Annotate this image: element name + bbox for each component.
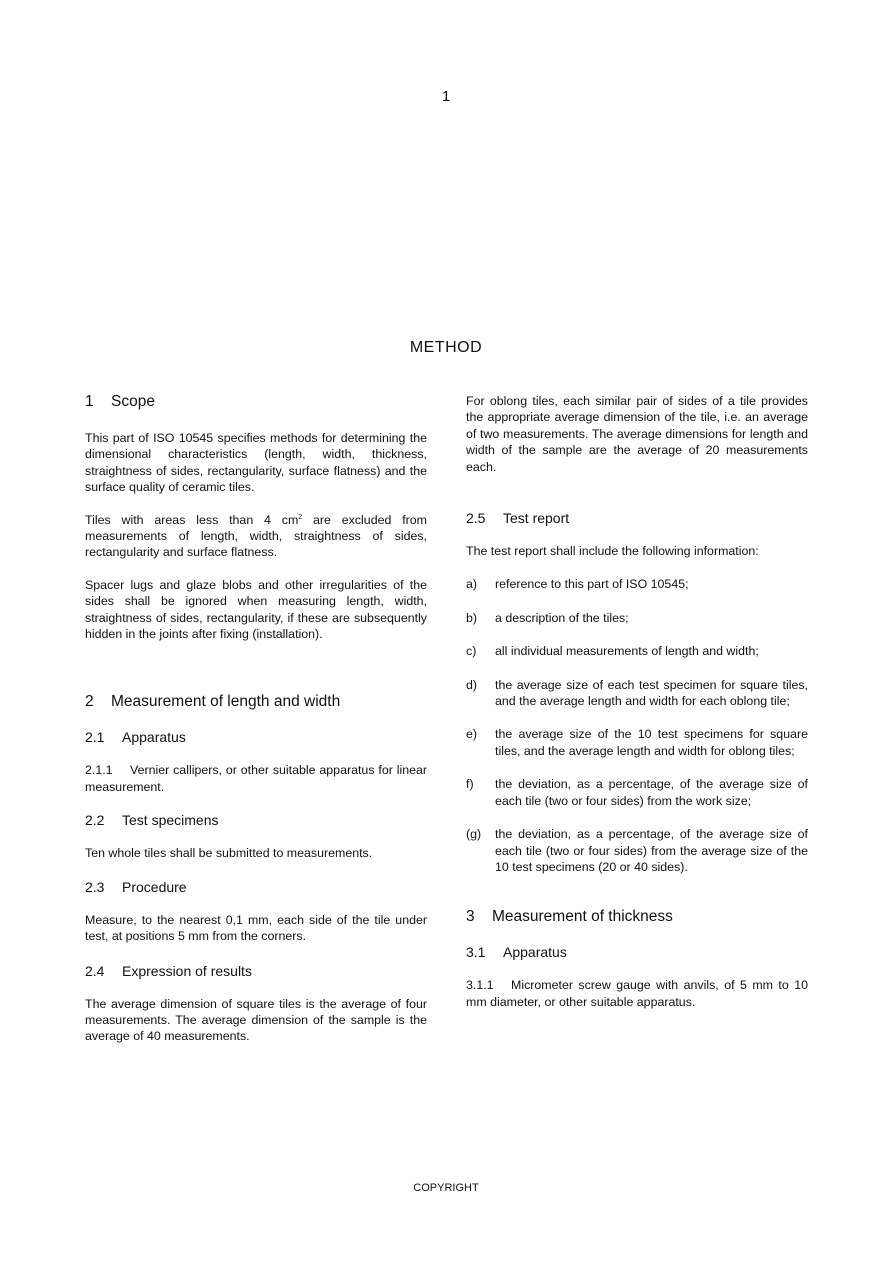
list-text: the average size of each test specimen for square tiles, and the average length and width for each oblong tile;: [495, 677, 808, 709]
list-marker: (g): [466, 827, 482, 842]
list-text: all individual measurements of length and width;: [495, 644, 759, 659]
section-title: Measurement of length and width: [111, 693, 341, 711]
subsection-2-5-heading: [466, 509, 808, 527]
subsection-title: Apparatus: [503, 944, 567, 961]
section-number: 1: [85, 393, 94, 410]
list-text: the average size of the 10 test specimens for square tiles, and the average length and width for oblong tiles;: [495, 727, 808, 758]
section-number: 2: [85, 693, 94, 711]
clause-number: 3.1.1: [466, 978, 494, 993]
subsection-title: Expression of results: [122, 962, 252, 979]
clause-2-1-1: [85, 762, 427, 795]
subsection-title: Test report: [503, 510, 570, 527]
subsection-title: Procedure: [122, 878, 187, 895]
scope-paragraph-2: [85, 512, 427, 561]
test-specimens-text: Ten whole tiles shall be submitted to measurements.: [85, 846, 373, 861]
list-text: the deviation, as a percentage, of the average size of each tile (two or four sides) from the average size of the 10 test specimens (20 or 40 sides).: [495, 827, 808, 874]
list-item: [466, 826, 808, 875]
list-marker: a): [466, 577, 478, 592]
list-item: [466, 610, 808, 626]
page-number: 1: [441, 88, 451, 105]
clause-3-1-1: [466, 977, 808, 1010]
section-title: Scope: [111, 393, 155, 410]
subsection-2-1-heading: [85, 728, 427, 746]
list-marker: e): [466, 727, 478, 742]
subsection-title: Test specimens: [122, 812, 219, 829]
list-text: the deviation, as a percentage, of the average size of each tile (two or four sides) from the work size;: [495, 777, 808, 808]
scope-paragraph-2-text: Tiles with areas less than 4 cm: [85, 512, 299, 527]
copyright-footer: COPYRIGHT: [413, 1182, 479, 1194]
list-item: [466, 726, 808, 759]
list-marker: f): [466, 777, 474, 792]
subsection-number: 3.1: [466, 944, 486, 961]
subsection-3-1-heading: [466, 943, 808, 961]
scope-paragraph-1: This part of ISO 10545 specifies methods for determining the dimensional characteristics (length, width, thickness, straightness of sides, rectangularity, surface flatness) and the surface quality of ceramic tiles.: [85, 431, 427, 495]
subsection-2-4-heading: [85, 962, 427, 980]
scope-paragraph-3: Spacer lugs and glaze blobs and other irregularities of the sides shall be ignored when measuring length, width, straightness of sides, rectangularity, if these are subsequently hidden in the joints after fixing (installation).: [85, 577, 427, 642]
clause-number: 2.1.1: [85, 763, 113, 778]
list-item: [466, 643, 808, 659]
expression-of-results-continued: For oblong tiles, each similar pair of sides of a tile provides the appropriate average dimension of the tile, i.e. an average of two measurements. The average dimensions for length and width of the sample are the average of 20 measurements each.: [466, 394, 808, 474]
list-text: a description of the tiles;: [495, 610, 629, 625]
section-1-heading: [85, 392, 427, 412]
subsection-number: 2.2: [85, 812, 105, 829]
clause-text: Micrometer screw gauge with anvils, of 5 mm to 10 mm diameter, or other suitable apparatus.: [466, 978, 808, 1009]
left-column: [85, 392, 427, 1045]
subsection-2-3-heading: [85, 878, 427, 896]
list-marker: b): [466, 610, 478, 625]
test-report-list: [466, 576, 808, 875]
subsection-number: 2.4: [85, 962, 105, 979]
right-column: [466, 393, 808, 1010]
list-item: [466, 576, 808, 592]
list-marker: d): [466, 677, 478, 692]
procedure-text: Measure, to the nearest 0,1 mm, each side of the tile under test, at positions 5 mm from the corners.: [85, 912, 427, 944]
subsection-title: Apparatus: [122, 729, 186, 746]
subsection-number: 2.1: [85, 729, 105, 746]
subsection-number: 2.3: [85, 878, 105, 895]
section-2-heading: [85, 692, 427, 712]
subsection-number: 2.5: [466, 510, 486, 527]
test-report-intro: The test report shall include the following information:: [466, 544, 759, 559]
section-title: Measurement of thickness: [492, 908, 673, 926]
list-text: reference to this part of ISO 10545;: [495, 577, 689, 592]
list-marker: c): [466, 644, 477, 659]
scope-paragraph-2-text-end: are excluded from measurements of length, width, straightness of sides, rectangularity and surface flatness.: [85, 512, 427, 560]
subsection-2-2-heading: [85, 811, 427, 829]
list-item: [466, 776, 808, 809]
superscript: 2: [298, 513, 303, 521]
clause-text: Vernier callipers, or other suitable apparatus for linear measurement.: [85, 763, 427, 794]
document-title: METHOD: [409, 339, 483, 356]
section-number: 3: [466, 908, 475, 926]
section-3-heading: [466, 907, 808, 927]
list-item: [466, 677, 808, 710]
expression-of-results-text: The average dimension of square tiles is the average of four measurements. The average dimension of the sample is the average of 40 measurements.: [85, 996, 427, 1044]
